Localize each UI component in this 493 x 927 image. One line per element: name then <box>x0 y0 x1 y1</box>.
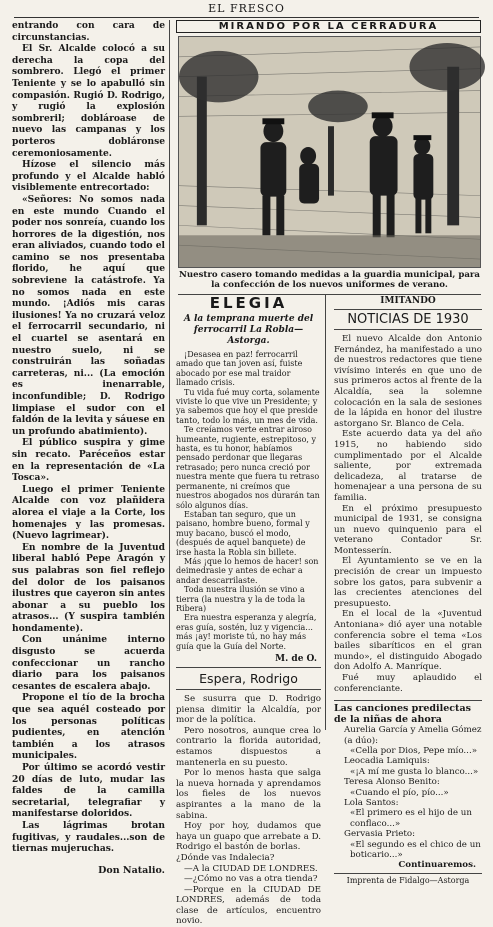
espera-body <box>176 694 321 927</box>
printer-imprint: Imprenta de Fidalgo—Astorga <box>334 873 482 885</box>
canciones-entry-name: Teresa Alonso Benito: <box>344 777 440 788</box>
poem-stanza: Toda nuestra ilusión se vino a tierra (la nuestra y la de toda la Ribera) <box>176 585 306 613</box>
left-paragraph: entrando con cara de circunstancias. <box>12 20 165 43</box>
left-paragraph: El público suspira y gime sin recato. Paréceños estar en la representación de «La Tosca». <box>12 437 165 484</box>
canciones-entry-name: Leocadia Lamiquis: <box>344 756 430 767</box>
left-paragraph: Las lágrimas brotan fugitivas, y raudales...son de tiernas mujeruchas. <box>12 819 165 855</box>
canciones-entry-name: Aurelia García y Amelia Gómez (a dúo): <box>344 725 482 746</box>
canciones-entry-line: «El segundo es el chico de un boticario...» <box>350 839 481 861</box>
poem-signature: M. de O. <box>275 654 317 664</box>
espera-title: Espera, Rodrigo <box>176 667 321 690</box>
noticias-title: NOTICIAS DE 1930 <box>334 309 482 330</box>
section-banner: MIRANDO POR LA CERRADURA <box>176 20 481 33</box>
espera-paragraph: Por lo menos hasta que salga la nueva hornada y aprendamos los fieles de los nuevos aspirantes a la mano de la sabina. <box>176 768 321 821</box>
middle-column <box>176 294 326 927</box>
canciones-entry-line: «Cuando el pío, pío...» <box>350 787 449 798</box>
canciones-entry-line: «El primero es el hijo de un conflaco...» <box>350 808 472 829</box>
poem-stanza: Era nuestra esperanza y alegría, eras guía, sostén, luz y vigencia... más ¡ay! moriste tú, no hay más guía que la Guía del Norte. <box>176 613 317 651</box>
left-signature: Don Natalio. <box>98 864 165 876</box>
noticias-paragraph: En el local de la «Juventud Antoniana» dió ayer una notable conferencia sobre el tema «Los bailes sibaríticos en el gran mundo», el distinguido Abogado don Adolfo A. Manríque. <box>334 609 482 673</box>
left-paragraph: Luego el primer Teniente Alcalde con voz plañidera alorea el viaje a la Corte, los homenajes y las promesas. (Nuevo lagrimear). <box>12 483 165 542</box>
left-paragraph: Por último se acordó vestir 20 días de luto, mudar las faldes de la camilla secretarial, telegrafiar y manifestarse doloridos. <box>12 762 165 820</box>
poem-subtitle: A la temprana muerte del ferrocarril La Robla—Astorga. <box>183 314 314 346</box>
canciones-entry-line: «Cella por Dios, Pepe mío...» <box>350 746 478 756</box>
noticias-paragraph: El nuevo Alcalde don Antonio Fernández, ha manifestado a uno de nuestros redactores que tiene vivísimo interés en que uno de sus primeros actos al frente de la Alcaldía, sea la solemne colocación en la sala de sesiones de la lápida en honor del ilustre astorgano Sr. Blanco de Cela. <box>334 334 482 429</box>
dialogue-line: —¿Cómo no vas a otra tienda? <box>184 874 318 885</box>
poem-stanza: ¡Desasea en paz! ferrocarril amado que tan joven así, fuiste abocado por ese mal traidor llamado crisis. <box>176 350 303 388</box>
dialogue-line: —Porque en la CIUDAD DE LONDRES, además de toda clase de artículos, encuentro novio. <box>176 884 321 927</box>
noticias-paragraph: El Ayuntamiento se ve en la precisión de crear un impuesto sobre los gatos, para subvenir a las crecientes atenciones del presupuesto. <box>334 556 482 609</box>
continued-note: Continuaremos. <box>398 860 476 871</box>
noticias-paragraph: Este acuerdo data ya del año 1915, no habiendo sido cumplimentado por el Alcalde saliente, por extremada delicadeza, al tratarse de homenajear a una persona de su familia. <box>334 429 482 503</box>
left-paragraph: Con unánime interno disgusto se acuerda confeccionar un rancho diario para los paisanos cesantes de escalera abajo. <box>12 634 165 692</box>
illustration-drawing <box>179 37 480 267</box>
imitando-label: IMITANDO <box>380 296 436 306</box>
dialogue-line: —A la CIUDAD DE LONDRES. <box>184 863 318 874</box>
noticias-paragraph: En el próximo presupuesto municipal de 1931, se consigna un nuevo quinquenio para el veterano Contador Sr. Montesserín. <box>334 503 482 556</box>
poem-stanza: Te creíamos verte entrar airoso humeante, rugiente, estrepitoso, y hasta, es tu honor, habíamos pensado perdonar que llegaras retrasado; pero nunca creció por nuestra mente que fuera tu retraso permanente, ni creímos que nuestros abogados nos durarán tan sólo algunos días. <box>176 425 320 510</box>
left-paragraph: «Señores: No somos nada en este mundo Cuando el poder nos sonreía, cuando los horrores de la digestión, nos eran aliviados, cuando todo el camino se nos presentaba florido, he aquí que sobreviene la catástrofe. Ya no somos nada en este mundo. ¡Adiós mis caras ilusiones! Ya no cruzará veloz el ferrocarril secundario, ni el cuartel se asentará en nuestro suelo, ni se construirán las soñadas carreteras, ni... (La emoción es inenarrable, inconfundible; D. Rodrigo limpiase el sudor con el faldón de la levita y sáuese en un profundo abatimiento). <box>12 193 165 437</box>
canciones-entry-name: Lola Santos: <box>344 798 399 809</box>
left-column <box>12 20 170 876</box>
poem-title: ELEGIA <box>209 294 288 312</box>
poem-stanza: Más ¡que lo hemos de hacer! son deimedrasie y antes de echar a andar descarrilaste. <box>176 556 319 585</box>
illustration-caption: Nuestro casero tomando medidas a la guardia municipal, para la confección de los nuevos uniformes de verano. <box>178 270 481 295</box>
canciones-entry-line: «¡A mí me gusta lo blanco...» <box>350 766 479 777</box>
masthead-title: EL FRESCO <box>14 2 479 18</box>
espera-paragraph: Hoy por hoy, dudamos que haya un guapo que arrebate a D. Rodrigo el bastón de borlas. <box>176 821 321 853</box>
woodcut-illustration <box>178 36 481 268</box>
poem-body <box>176 350 321 651</box>
poem-stanza: Estaban tan seguro, que un paisano, hombre bueno, formal y muy bacano, buscó el modo, (después de aquel banquete) de irse hasta la Robla sin billete. <box>176 509 310 557</box>
canciones-title: Las canciones predilectas de la niñas de ahora <box>334 700 482 725</box>
left-paragraph: El Sr. Alcalde colocó a su derecha la copa del sombrero. Llegó el primer Teniente y se lo apabulló sin compasión. Rugió D. Rodrigo, y rugió la explosión sombreril; doblároase de nuevo las campanas y los porteros dobláronse ceremoniosamente. <box>12 43 165 159</box>
noticias-paragraph: Fué muy aplaudido el conferenciante. <box>334 673 482 694</box>
left-paragraph: En nombre de la Juventud liberal habló Pepe Aragón y sus palabras son fiel reflejo del dolor de los paisanos ilustres que cayeron sin antes abonar a su pueblo los atrasos... (Y suspira también hondamente). <box>12 541 165 634</box>
left-paragraph: Hízose el silencio más profundo y el Alcalde habló visiblemente entrecortado: <box>12 159 165 194</box>
poem-stanza: Tu vida fué muy corta, solamente viviste lo que vive un Presidente; y ya sabemos que hoy el que preside tanto, todo lo más, un mes de vida. <box>176 387 320 425</box>
canciones-entry-name: Gervasia Prieto: <box>344 829 416 840</box>
espera-paragraph: Pero nosotros, aunque crea lo contrario la florida autoridad, estamos dispuestos a mantenerla en su puesto. <box>176 725 321 768</box>
left-paragraph: Propone el tío de la brocha que sea aquél costeado por los personas políticas pudientes, en atención también a los atrasos municipales. <box>12 692 165 762</box>
espera-paragraph: Se susurra que D. Rodrigo piensa dimitir la Alcaldía, por mor de la política. <box>176 694 321 726</box>
noticias-body <box>334 334 482 694</box>
right-column <box>332 294 482 886</box>
dialogue-line: ¿Dónde vas Indalecia? <box>176 852 275 863</box>
